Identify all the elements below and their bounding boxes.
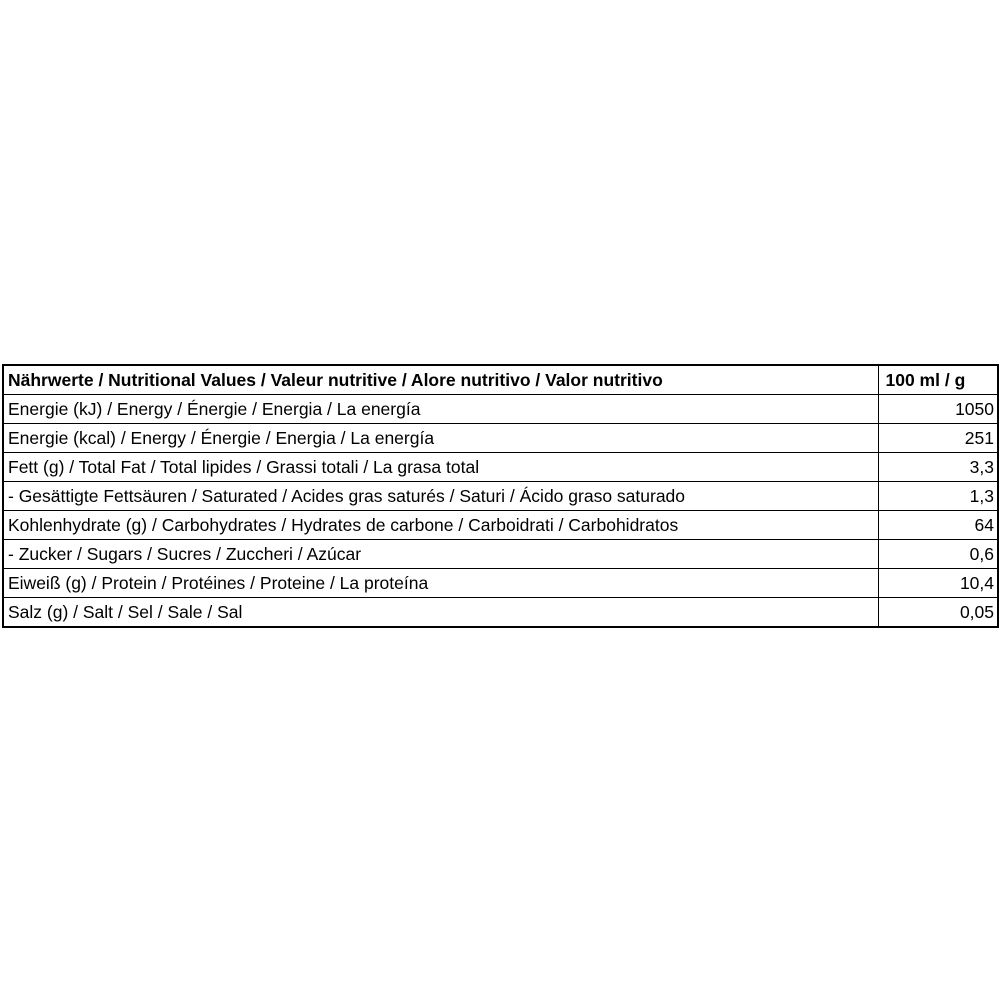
table-row-fat [3, 453, 998, 482]
row-value: 251 [878, 424, 998, 453]
row-label: Salz (g) / Salt / Sel / Sale / Sal [3, 598, 878, 628]
header-label: Nährwerte / Nutritional Values / Valeur nutritive / Alore nutritivo / Valor nutritivo [3, 365, 878, 395]
row-value: 0,05 [878, 598, 998, 628]
row-label: - Gesättigte Fettsäuren / Saturated / Acides gras saturés / Saturi / Ácido graso saturado [3, 482, 878, 511]
row-value: 64 [878, 511, 998, 540]
row-value: 0,6 [878, 540, 998, 569]
row-label: Kohlenhydrate (g) / Carbohydrates / Hydrates de carbone / Carboidrati / Carbohidratos [3, 511, 878, 540]
row-value: 1,3 [878, 482, 998, 511]
table-row-energy-kcal [3, 424, 998, 453]
row-value: 10,4 [878, 569, 998, 598]
header-value: 100 ml / g [878, 365, 998, 395]
row-label: Eiweiß (g) / Protein / Protéines / Proteine / La proteína [3, 569, 878, 598]
table-row-energy-kj [3, 395, 998, 424]
row-value: 3,3 [878, 453, 998, 482]
row-label: Energie (kJ) / Energy / Énergie / Energia / La energía [3, 395, 878, 424]
table-row-saturated [3, 482, 998, 511]
row-value: 1050 [878, 395, 998, 424]
table-row-sugars [3, 540, 998, 569]
table-header-row [3, 365, 998, 395]
table-row-salt [3, 598, 998, 628]
table-row-carbohydrates [3, 511, 998, 540]
row-label: - Zucker / Sugars / Sucres / Zuccheri / Azúcar [3, 540, 878, 569]
nutrition-table [2, 364, 999, 628]
table-row-protein [3, 569, 998, 598]
row-label: Fett (g) / Total Fat / Total lipides / Grassi totali / La grasa total [3, 453, 878, 482]
row-label: Energie (kcal) / Energy / Énergie / Energia / La energía [3, 424, 878, 453]
